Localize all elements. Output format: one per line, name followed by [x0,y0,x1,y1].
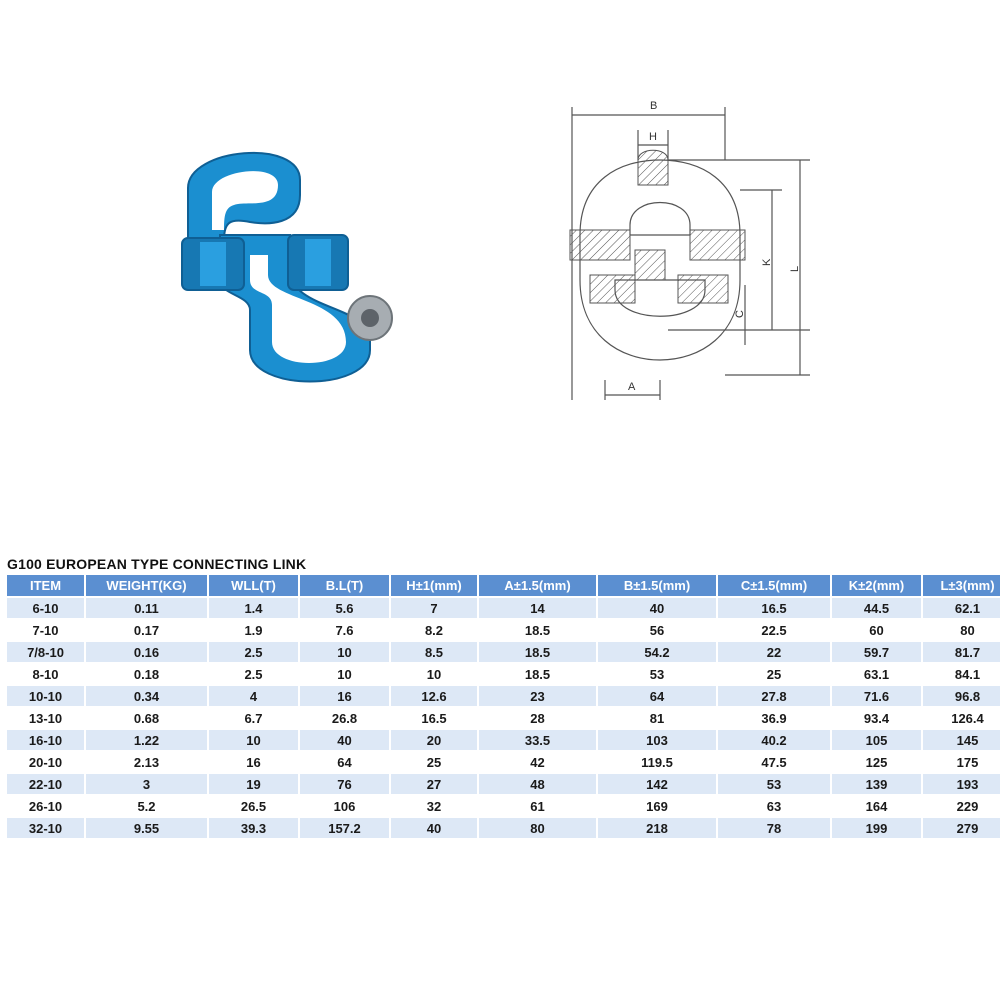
table-cell: 0.18 [86,664,207,684]
table-cell: 47.5 [718,752,830,772]
table-cell: 40.2 [718,730,830,750]
table-cell: 126.4 [923,708,1000,728]
table-cell: 8-10 [7,664,84,684]
label-l: L [789,265,801,272]
table-cell: 5.6 [300,598,389,618]
table-cell: 5.2 [86,796,207,816]
table-cell: 19 [209,774,298,794]
table-cell: 16.5 [718,598,830,618]
table-cell: 157.2 [300,818,389,838]
table-row [7,642,1000,662]
table-cell: 61 [479,796,596,816]
table-cell: 53 [718,774,830,794]
table-cell: 1.4 [209,598,298,618]
table-cell: 84.1 [923,664,1000,684]
table-cell: 26.8 [300,708,389,728]
table-cell: 56 [598,620,716,640]
column-header: B.L(T) [300,575,389,596]
table-cell: 2.5 [209,664,298,684]
label-a: A [628,381,636,393]
label-k: K [761,258,773,266]
table-cell: 7.6 [300,620,389,640]
table-cell: 18.5 [479,664,596,684]
table-cell: 0.11 [86,598,207,618]
table-cell: 44.5 [832,598,921,618]
table-cell: 93.4 [832,708,921,728]
column-header: WLL(T) [209,575,298,596]
link-hinge-block-right [288,235,348,290]
table-cell: 25 [718,664,830,684]
table-cell: 0.68 [86,708,207,728]
table-cell: 9.55 [86,818,207,838]
table-cell: 40 [300,730,389,750]
table-cell: 10 [300,664,389,684]
table-cell: 36.9 [718,708,830,728]
table-cell: 26-10 [7,796,84,816]
table-cell: 20 [391,730,477,750]
table-cell: 193 [923,774,1000,794]
table-cell: 54.2 [598,642,716,662]
table-cell: 63.1 [832,664,921,684]
table-row [7,796,1000,816]
table-cell: 71.6 [832,686,921,706]
table-cell: 22-10 [7,774,84,794]
table-cell: 16-10 [7,730,84,750]
product-photo [160,130,410,400]
table-cell: 33.5 [479,730,596,750]
table-cell: 16.5 [391,708,477,728]
table-row [7,730,1000,750]
table-cell: 2.5 [209,642,298,662]
table-cell: 145 [923,730,1000,750]
table-cell: 23 [479,686,596,706]
table-row [7,620,1000,640]
table-cell: 81.7 [923,642,1000,662]
table-cell: 16 [300,686,389,706]
table-cell: 59.7 [832,642,921,662]
table-cell: 119.5 [598,752,716,772]
table-cell: 13-10 [7,708,84,728]
table-row [7,686,1000,706]
table-cell: 199 [832,818,921,838]
table-row [7,818,1000,838]
column-header: L±3(mm) [923,575,1000,596]
table-cell: 7-10 [7,620,84,640]
table-cell: 175 [923,752,1000,772]
table-cell: 10 [391,664,477,684]
table-cell: 1.9 [209,620,298,640]
table-cell: 10 [209,730,298,750]
table-cell: 80 [479,818,596,838]
table-cell: 7 [391,598,477,618]
table-cell: 26.5 [209,796,298,816]
table-cell: 60 [832,620,921,640]
table-cell: 0.34 [86,686,207,706]
table-cell: 76 [300,774,389,794]
table-cell: 106 [300,796,389,816]
table-cell: 81 [598,708,716,728]
column-header: B±1.5(mm) [598,575,716,596]
table-cell: 103 [598,730,716,750]
table-cell: 14 [479,598,596,618]
table-row [7,752,1000,772]
table-cell: 64 [300,752,389,772]
table-cell: 229 [923,796,1000,816]
spec-table [5,573,1000,840]
column-header: A±1.5(mm) [479,575,596,596]
table-cell: 22 [718,642,830,662]
table-cell: 27 [391,774,477,794]
table-cell: 25 [391,752,477,772]
table-cell: 4 [209,686,298,706]
table-title: G100 EUROPEAN TYPE CONNECTING LINK [7,556,307,572]
label-c: C [734,310,746,318]
table-cell: 1.22 [86,730,207,750]
table-cell: 39.3 [209,818,298,838]
table-cell: 12.6 [391,686,477,706]
column-header: K±2(mm) [832,575,921,596]
label-h: H [649,131,657,143]
table-cell: 80 [923,620,1000,640]
table-cell: 62.1 [923,598,1000,618]
table-cell: 32-10 [7,818,84,838]
table-header-row [7,575,1000,596]
table-row [7,774,1000,794]
table-cell: 40 [598,598,716,618]
table-cell: 105 [832,730,921,750]
table-cell: 28 [479,708,596,728]
table-cell: 0.17 [86,620,207,640]
table-row [7,598,1000,618]
table-cell: 63 [718,796,830,816]
table-cell: 218 [598,818,716,838]
table-cell: 16 [209,752,298,772]
table-body [7,598,1000,838]
table-cell: 279 [923,818,1000,838]
label-b: B [650,100,658,112]
link-hinge-block-left [182,238,244,290]
column-header: ITEM [7,575,84,596]
table-cell: 40 [391,818,477,838]
table-cell: 32 [391,796,477,816]
table-row [7,708,1000,728]
table-cell: 27.8 [718,686,830,706]
table-cell: 3 [86,774,207,794]
table-cell: 22.5 [718,620,830,640]
table-cell: 6-10 [7,598,84,618]
table-cell: 8.2 [391,620,477,640]
column-header: H±1(mm) [391,575,477,596]
table-row [7,664,1000,684]
nut [348,296,392,340]
table-cell: 7/8-10 [7,642,84,662]
table-cell: 42 [479,752,596,772]
table-cell: 0.16 [86,642,207,662]
table-cell: 142 [598,774,716,794]
table-cell: 8.5 [391,642,477,662]
table-cell: 78 [718,818,830,838]
table-cell: 96.8 [923,686,1000,706]
table-cell: 169 [598,796,716,816]
table-cell: 18.5 [479,642,596,662]
table-cell: 10-10 [7,686,84,706]
table-cell: 2.13 [86,752,207,772]
table-cell: 125 [832,752,921,772]
table-cell: 64 [598,686,716,706]
column-header: C±1.5(mm) [718,575,830,596]
table-cell: 139 [832,774,921,794]
table-cell: 18.5 [479,620,596,640]
table-cell: 20-10 [7,752,84,772]
table-cell: 10 [300,642,389,662]
table-cell: 48 [479,774,596,794]
dimension-drawing [560,85,880,405]
column-header: WEIGHT(KG) [86,575,207,596]
table-cell: 6.7 [209,708,298,728]
table-cell: 164 [832,796,921,816]
table-cell: 53 [598,664,716,684]
